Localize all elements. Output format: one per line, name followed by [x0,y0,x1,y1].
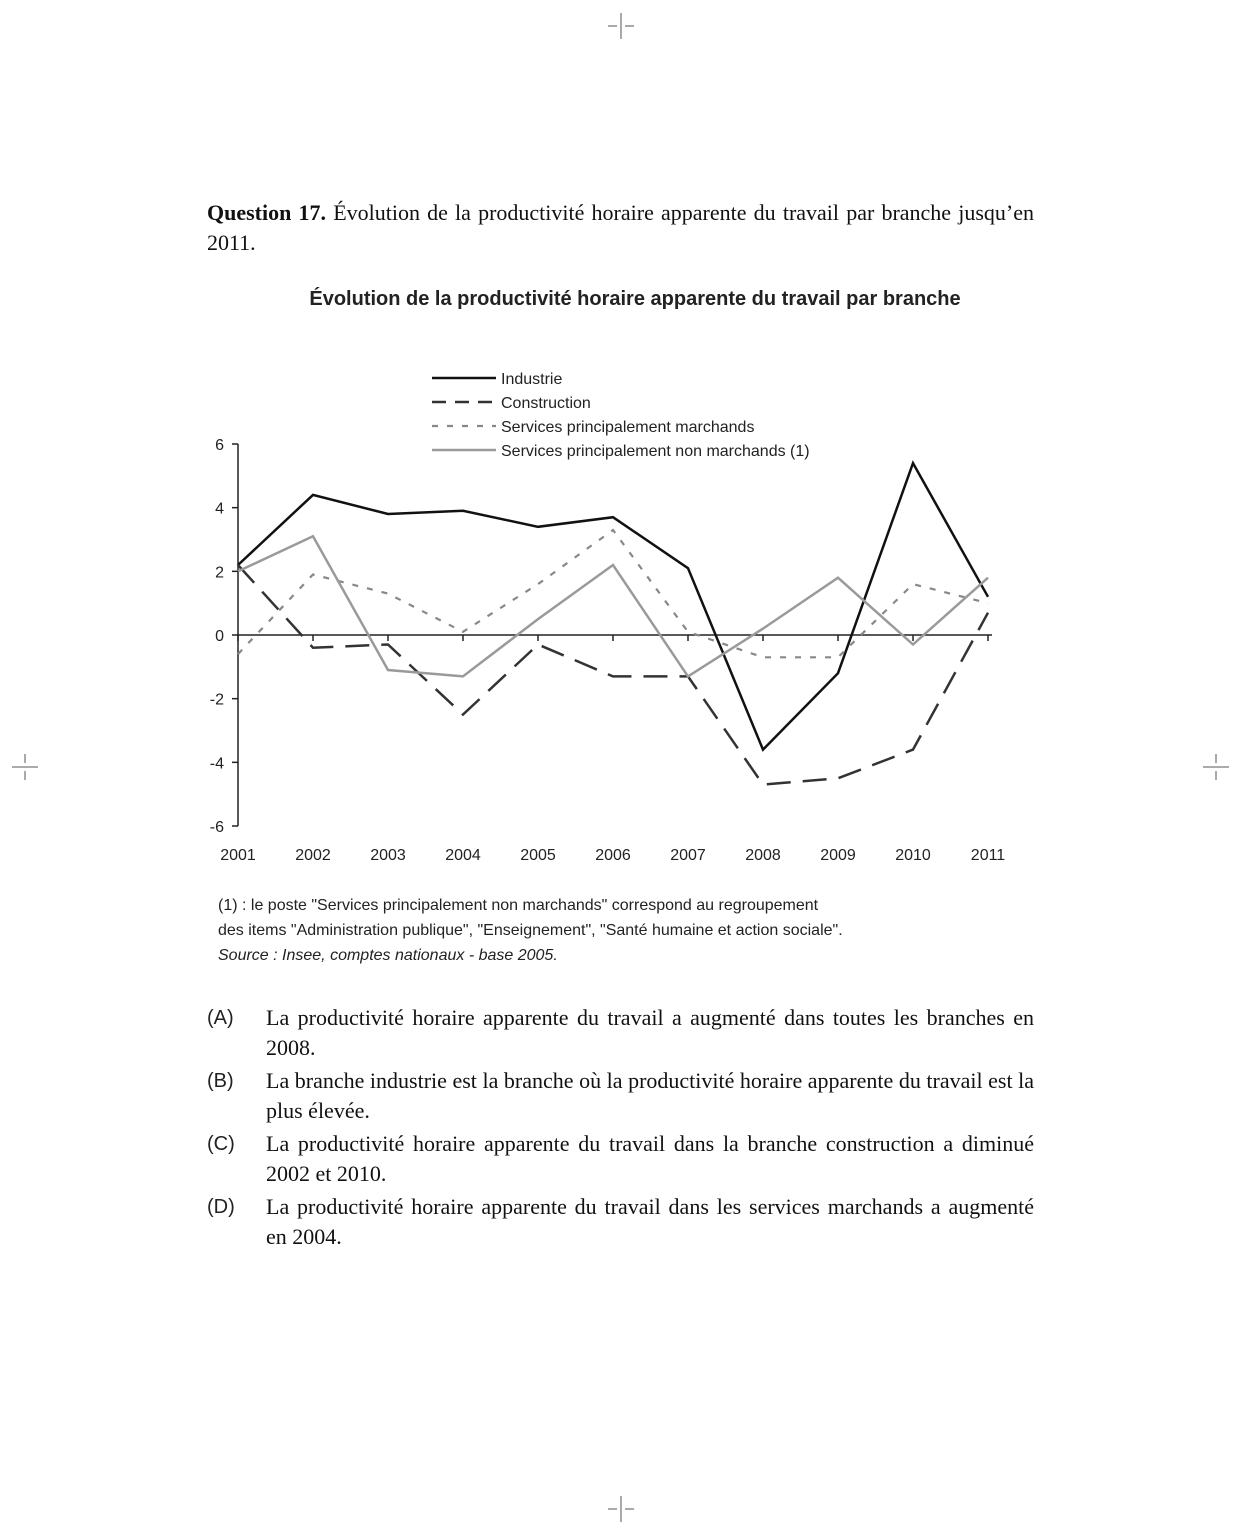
x-tick-label: 2007 [670,847,706,864]
y-tick-label: 4 [215,500,224,518]
series-line-1 [238,463,988,749]
y-tick-label: 2 [215,564,224,582]
chart-series [238,463,988,785]
x-tick-label: 2008 [745,847,781,864]
y-tick-label: -2 [209,691,224,709]
y-tick-label: 0 [215,628,224,645]
option-letter: (D) [207,1196,235,1218]
option-text: La branche industrie est la branche où la productivité horaire apparente du travail est la plus élevée. [266,1068,1034,1123]
option-b [207,1066,1034,1126]
option-letter: (C) [207,1133,235,1155]
option-text: La productivité horaire apparente du travail a augmenté dans toutes les branches en 2008. [266,1005,1034,1060]
x-tick-label: 2011 [970,847,1006,864]
x-tick-label: 2009 [820,847,856,864]
x-tick-label: 2002 [295,847,331,864]
x-tick-label: 2003 [370,847,406,864]
option-letter: (A) [207,1007,234,1029]
option-letter: (B) [207,1070,234,1092]
x-tick-label: 2004 [445,847,481,864]
legend-label: Services principalement non marchands (1) [501,443,810,460]
x-tick-label: 2005 [520,847,556,864]
option-c [207,1129,1034,1189]
option-text: La productivité horaire apparente du travail dans la branche construction a diminué 2002 et 2010. [266,1131,1034,1186]
x-tick-label: 2010 [895,847,931,864]
chart-legend [432,371,810,460]
x-tick-label: 2006 [595,847,631,864]
series-line-4 [238,536,988,676]
option-a [207,1003,1034,1063]
series-line-2 [238,565,988,785]
y-tick-label: -6 [209,819,224,836]
legend-label: Construction [501,395,591,412]
footnote-line-1: (1) : le poste "Services principalement non marchands" correspond au regroupement [218,897,819,914]
chart-axes [210,437,1006,864]
crop-mark-bottom [606,1494,636,1524]
chart-title: Évolution de la productivité horaire apparente du travail par branche [309,288,961,310]
question-number: Question 17. [207,200,327,225]
option-d [207,1192,1034,1252]
footnote-line-2: des items "Administration publique", "Enseignement", "Santé humaine et action sociale". [218,922,843,939]
legend-label: Industrie [501,371,563,388]
x-tick-label: 2001 [220,847,256,864]
question-text: Évolution de la productivité horaire apparente du travail par branche jusqu’en 2011. [207,200,1034,255]
option-text: La productivité horaire apparente du travail dans les services marchands a augmenté en 2004. [266,1194,1034,1249]
source-note: Source : Insee, comptes nationaux - base 2005. [218,947,558,964]
y-tick-label: -4 [209,755,224,773]
legend-label: Services principalement marchands [501,419,755,436]
y-tick-label: 6 [215,437,224,454]
